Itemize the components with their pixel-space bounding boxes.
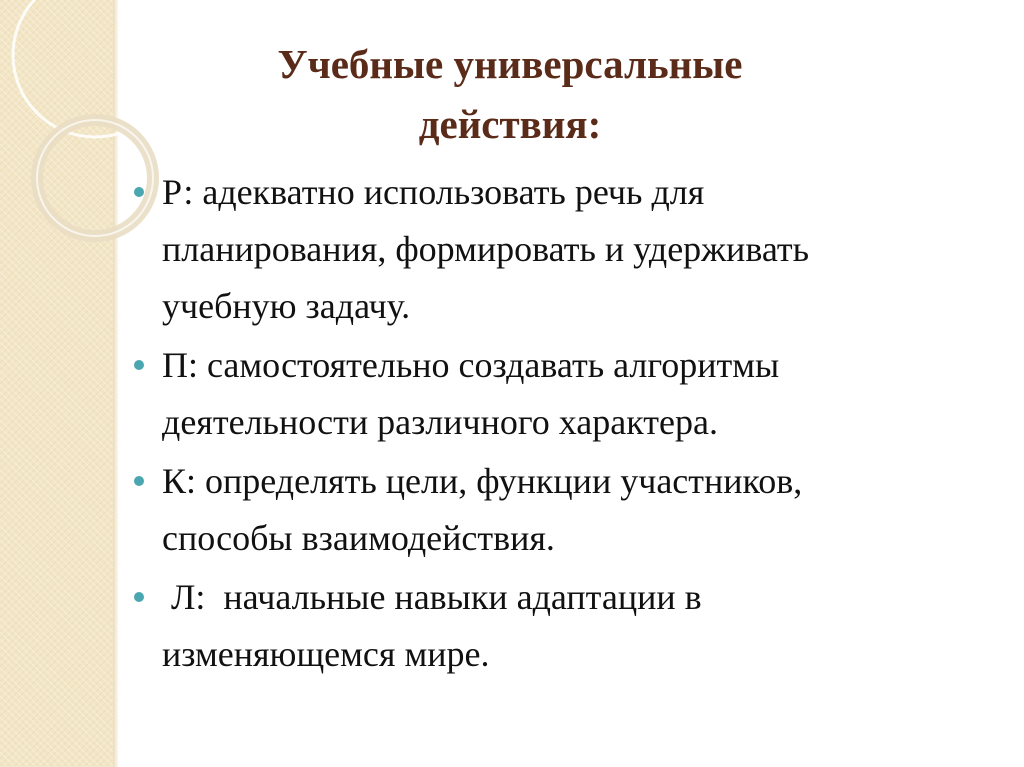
bullet-item-k xyxy=(132,453,1002,567)
bullet-marker-icon xyxy=(134,592,144,602)
bullet-list xyxy=(132,164,1002,685)
slide-title-line-2: действия: xyxy=(418,101,602,147)
bullet-item-p xyxy=(132,337,1002,451)
bullet-marker-icon xyxy=(134,476,144,486)
bullet-line: способы взаимодействия. xyxy=(162,518,555,558)
bullet-item-r xyxy=(132,164,1002,335)
bullet-line: учебную задачу. xyxy=(162,286,411,326)
bullet-line: планирования, формировать и удерживать xyxy=(162,229,810,269)
bullet-line: деятельности различного характера. xyxy=(162,402,718,442)
slide-title-line-1: Учебные универсальные xyxy=(277,41,743,87)
bullet-item-l xyxy=(132,569,1002,683)
bullet-marker-icon xyxy=(134,187,144,197)
bullet-line: Л: начальные навыки адаптации в xyxy=(162,577,702,617)
bullet-line: Р: адекватно использовать речь для xyxy=(162,172,705,212)
bullet-line: К: определять цели, функции участников, xyxy=(162,461,803,501)
bullet-marker-icon xyxy=(134,360,144,370)
slide-title xyxy=(150,34,870,154)
bullet-line: изменяющемся мире. xyxy=(162,634,490,674)
bullet-line: П: самостоятельно создавать алгоритмы xyxy=(162,345,780,385)
